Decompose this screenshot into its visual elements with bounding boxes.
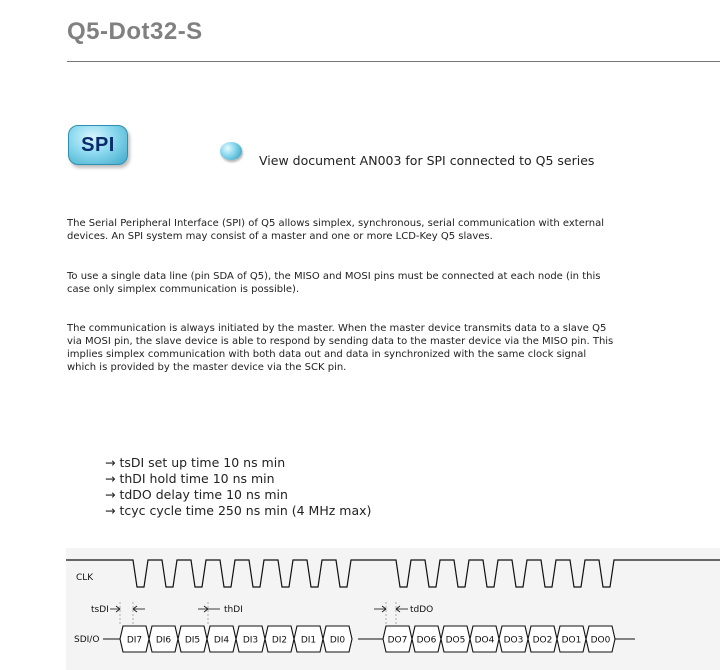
di-bit-di7-label: DI7 <box>126 635 143 646</box>
clk-label: CLK <box>76 573 94 583</box>
thdi-label: thDI <box>224 605 243 615</box>
page-title: Q5-Dot32-S <box>67 18 203 45</box>
text-line: devices. An SPI system may consist of a master and one or more LCD-Key Q5 slaves. <box>67 231 493 242</box>
di-bit-di1-label: DI1 <box>300 635 317 646</box>
text-line: via MOSI pin, the slave device is able to respond by sending data to the master device via the MISO pin. This <box>67 336 614 347</box>
text-line: To use a single data line (pin SDA of Q5), the MISO and MOSI pins must be connected at each node (in this <box>67 271 601 282</box>
do-bit-do5-label: DO5 <box>445 635 466 646</box>
single-line-paragraph <box>67 270 657 296</box>
spec-hold-time: → thDI hold time 10 ns min <box>105 471 275 486</box>
di-bit-di5-label: DI5 <box>184 635 201 646</box>
do-bit-do2-label: DO2 <box>532 635 553 646</box>
spi-timing-diagram <box>0 540 720 670</box>
spi-intro-paragraph <box>67 217 657 243</box>
communication-paragraph <box>67 322 657 374</box>
do-bit-do0-label: DO0 <box>590 635 611 646</box>
spec-delay-time: → tdDO delay time 10 ns min <box>105 487 288 502</box>
do-bit-do4-label: DO4 <box>474 635 495 646</box>
text-line: implies simplex communication with both data out and data in synchronized with the same clock signal <box>67 349 587 360</box>
bullet-icon[interactable] <box>220 142 242 160</box>
di-bit-di4-label: DI4 <box>213 635 230 646</box>
do-bit-do3-label: DO3 <box>503 635 524 646</box>
do-bit-do7-label: DO7 <box>387 635 408 646</box>
do-bit-do6-label: DO6 <box>416 635 437 646</box>
spec-setup-time: → tsDI set up time 10 ns min <box>105 455 286 470</box>
text-line: The communication is always initiated by the master. When the master device transmits data to a slave Q5 <box>67 323 607 334</box>
tddo-label: tdDO <box>410 605 434 615</box>
spi-badge-label: SPI <box>81 133 115 156</box>
text-line: case only simplex communication is possible). <box>67 284 300 295</box>
di-bit-di0-label: DI0 <box>329 635 346 646</box>
timing-specs-list <box>105 455 371 519</box>
di-bit-di2-label: DI2 <box>271 635 288 646</box>
text-line: The Serial Peripheral Interface (SPI) of Q5 allows simplex, synchronous, serial communication with external <box>67 218 605 229</box>
title-divider <box>67 61 720 62</box>
di-bit-di6-label: DI6 <box>155 635 172 646</box>
do-bit-do1-label: DO1 <box>561 635 582 646</box>
spec-cycle-time: → tcyc cycle time 250 ns min (4 MHz max) <box>105 503 372 518</box>
sdio-label: SDI/O <box>74 635 100 645</box>
an003-document-link[interactable]: View document AN003 for SPI connected to Q5 series <box>259 153 595 168</box>
di-bit-di3-label: DI3 <box>242 635 259 646</box>
tsdi-label: tsDI <box>91 605 109 615</box>
text-line: which is provided by the master device via the SCK pin. <box>67 362 347 373</box>
spi-badge-icon <box>68 125 128 165</box>
